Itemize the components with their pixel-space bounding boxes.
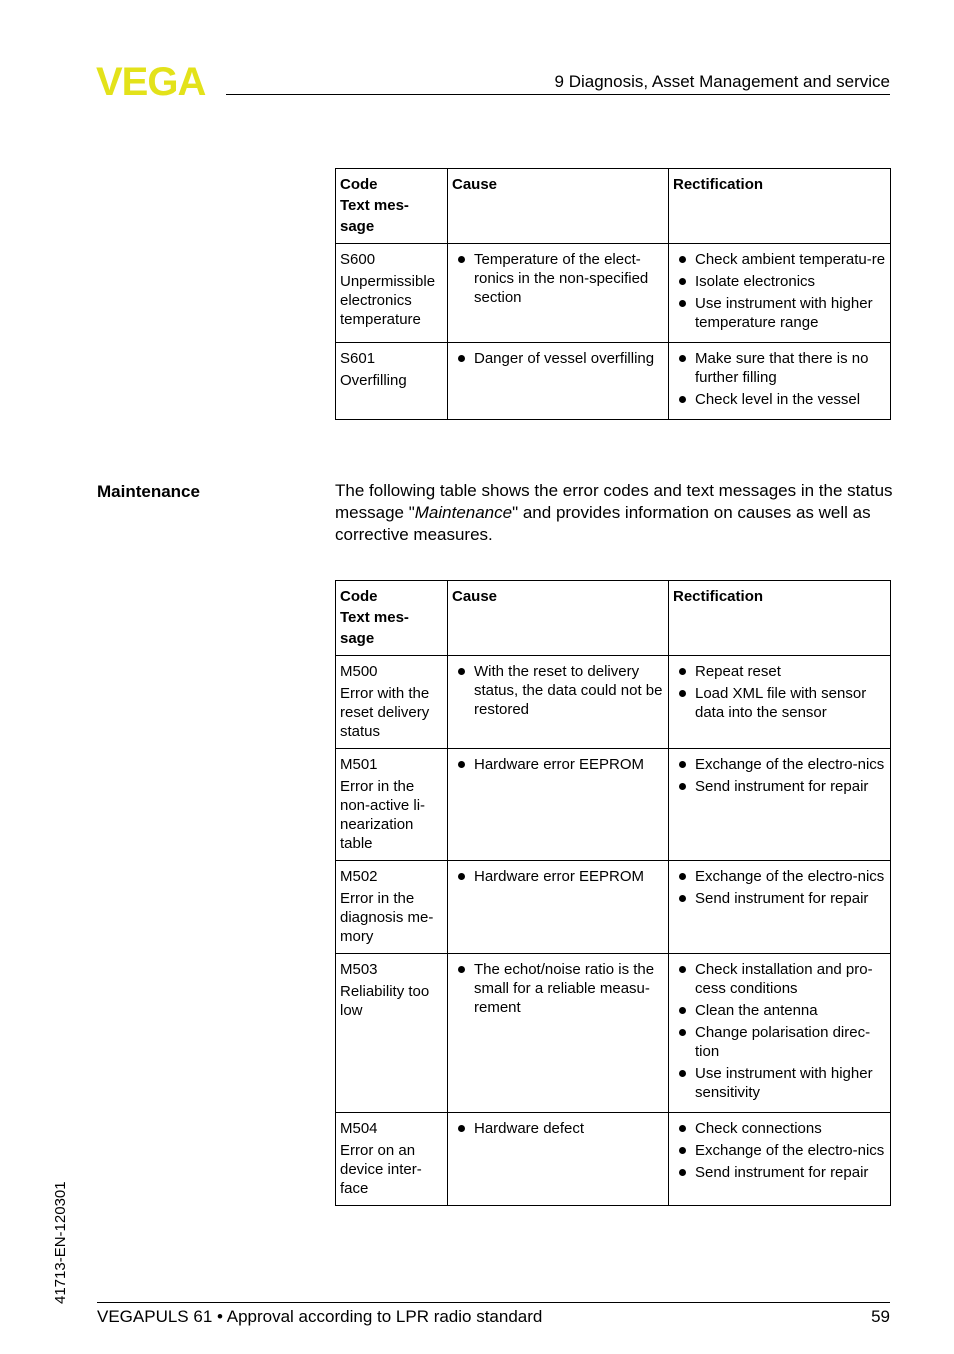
- cause-item: Danger of vessel overfilling: [452, 349, 664, 368]
- text-message: Error with the reset delivery status: [340, 685, 430, 740]
- header-cause: Cause: [448, 581, 669, 656]
- rectification-item: Load XML file with sensor data into the sensor: [673, 684, 886, 722]
- rectification-item: Clean the antenna: [673, 1001, 886, 1020]
- cause-item: The echot/noise ratio is the small for a reliable measu-rement: [452, 960, 664, 1017]
- rectification-item: Use instrument with higher sensitivity: [673, 1064, 886, 1102]
- text-message: Error on an device inter-face: [340, 1142, 422, 1197]
- cause-cell: [448, 244, 669, 343]
- cause-item: With the reset to delivery status, the data could not be restored: [452, 662, 664, 719]
- error-code: S601: [340, 350, 376, 367]
- rectification-cell-list: [673, 250, 886, 332]
- rectification-cell-list: [673, 662, 886, 722]
- rectification-item: Check connections: [673, 1119, 886, 1138]
- header-rule: [226, 94, 890, 95]
- header-text-label-2: sage: [340, 218, 375, 235]
- rectification-item: Send instrument for repair: [673, 889, 886, 908]
- rectification-cell: [669, 749, 891, 861]
- code-cell: [336, 749, 448, 861]
- text-message: Error in the non-active li-nearization table: [340, 778, 426, 852]
- text-message: Error in the diagnosis me-mory: [340, 890, 434, 945]
- rectification-cell-list: [673, 960, 886, 1102]
- rectification-cell: [669, 1113, 891, 1206]
- maintenance-label: Maintenance: [97, 482, 200, 501]
- rectification-cell-list: [673, 1119, 886, 1182]
- rectification-cell: [669, 656, 891, 749]
- rectification-cell-list: [673, 349, 886, 409]
- header-text-label: Text mes-: [340, 609, 409, 626]
- rectification-item: Check level in the vessel: [673, 390, 886, 409]
- cause-item: Temperature of the elect-ronics in the non-specified section: [452, 250, 664, 307]
- cause-cell-list: [452, 867, 664, 886]
- rectification-cell: [669, 954, 891, 1113]
- rectification-item: Exchange of the electro-nics: [673, 867, 886, 886]
- intro-text-2: " and provides information on causes as well as corrective measures.: [335, 503, 871, 544]
- text-message: Overfilling: [340, 372, 407, 389]
- cause-cell-list: [452, 1119, 664, 1138]
- page-number: 59: [871, 1307, 890, 1326]
- table-row: [336, 343, 891, 420]
- cause-cell: [448, 861, 669, 954]
- rectification-item: Check installation and pro-cess conditions: [673, 960, 886, 998]
- rectification-item: Change polarisation direc-tion: [673, 1023, 886, 1061]
- error-code: M501: [340, 756, 378, 773]
- header-code-label: Code: [340, 588, 378, 605]
- text-message: Reliability too low: [340, 983, 430, 1019]
- table-row: [336, 749, 891, 861]
- maintenance-intro: [335, 480, 895, 546]
- header-text-label-2: sage: [340, 630, 375, 647]
- code-cell: [336, 861, 448, 954]
- cause-cell-list: [452, 755, 664, 774]
- cause-cell: [448, 656, 669, 749]
- rectification-item: Exchange of the electro-nics: [673, 1141, 886, 1160]
- cause-cell-list: [452, 960, 664, 1017]
- rectification-cell: [669, 343, 891, 420]
- table-row: [336, 656, 891, 749]
- code-cell: [336, 954, 448, 1113]
- error-code: M502: [340, 868, 378, 885]
- header-rectification: Rectification: [669, 581, 891, 656]
- rectification-cell: [669, 244, 891, 343]
- error-code: M504: [340, 1120, 378, 1137]
- table-header-row: [336, 581, 891, 656]
- header-code: [336, 169, 448, 244]
- maintenance-table: [335, 580, 891, 1206]
- chapter-heading: 9 Diagnosis, Asset Management and service: [554, 72, 890, 91]
- cause-cell-list: [452, 662, 664, 719]
- intro-text-1: The following table shows the error codes and text messages in the status message ": [335, 481, 893, 522]
- cause-item: Hardware defect: [452, 1119, 664, 1138]
- text-message: Unpermissible electronics temperature: [340, 273, 436, 328]
- header-rectification: Rectification: [669, 169, 891, 244]
- rectification-item: Send instrument for repair: [673, 777, 886, 796]
- header-code-label: Code: [340, 176, 378, 193]
- code-cell: [336, 656, 448, 749]
- header-text-label: Text mes-: [340, 197, 409, 214]
- rectification-cell-list: [673, 755, 886, 796]
- code-cell: [336, 244, 448, 343]
- intro-emphasis: Maintenance: [414, 503, 513, 522]
- rectification-item: Use instrument with higher temperature range: [673, 294, 886, 332]
- rectification-item: Exchange of the electro-nics: [673, 755, 886, 774]
- cause-cell-list: [452, 349, 664, 368]
- footer-rule: [97, 1302, 890, 1303]
- rectification-item: Make sure that there is no further filling: [673, 349, 886, 387]
- code-cell: [336, 343, 448, 420]
- rectification-item: Isolate electronics: [673, 272, 886, 291]
- error-code: M503: [340, 961, 378, 978]
- cause-cell: [448, 749, 669, 861]
- status-table-1: [335, 168, 891, 420]
- rectification-item: Send instrument for repair: [673, 1163, 886, 1182]
- table-row: [336, 244, 891, 343]
- table-header-row: [336, 169, 891, 244]
- cause-item: Hardware error EEPROM: [452, 755, 664, 774]
- error-code: M500: [340, 663, 378, 680]
- header-cause: Cause: [448, 169, 669, 244]
- cause-item: Hardware error EEPROM: [452, 867, 664, 886]
- footer-title: VEGAPULS 61 • Approval according to LPR radio standard: [97, 1307, 543, 1326]
- cause-cell-list: [452, 250, 664, 307]
- rectification-item: Check ambient temperatu-re: [673, 250, 886, 269]
- table-row: [336, 954, 891, 1113]
- cause-cell: [448, 1113, 669, 1206]
- rectification-item: Repeat reset: [673, 662, 886, 681]
- rectification-cell-list: [673, 867, 886, 908]
- rectification-cell: [669, 861, 891, 954]
- table-row: [336, 861, 891, 954]
- document-id: 41713-EN-120301: [52, 1181, 69, 1304]
- header-code: [336, 581, 448, 656]
- code-cell: [336, 1113, 448, 1206]
- cause-cell: [448, 954, 669, 1113]
- vega-logo: [96, 62, 220, 98]
- table-row: [336, 1113, 891, 1206]
- cause-cell: [448, 343, 669, 420]
- logo-wordmark: VEGA: [96, 62, 206, 98]
- error-code: S600: [340, 251, 376, 268]
